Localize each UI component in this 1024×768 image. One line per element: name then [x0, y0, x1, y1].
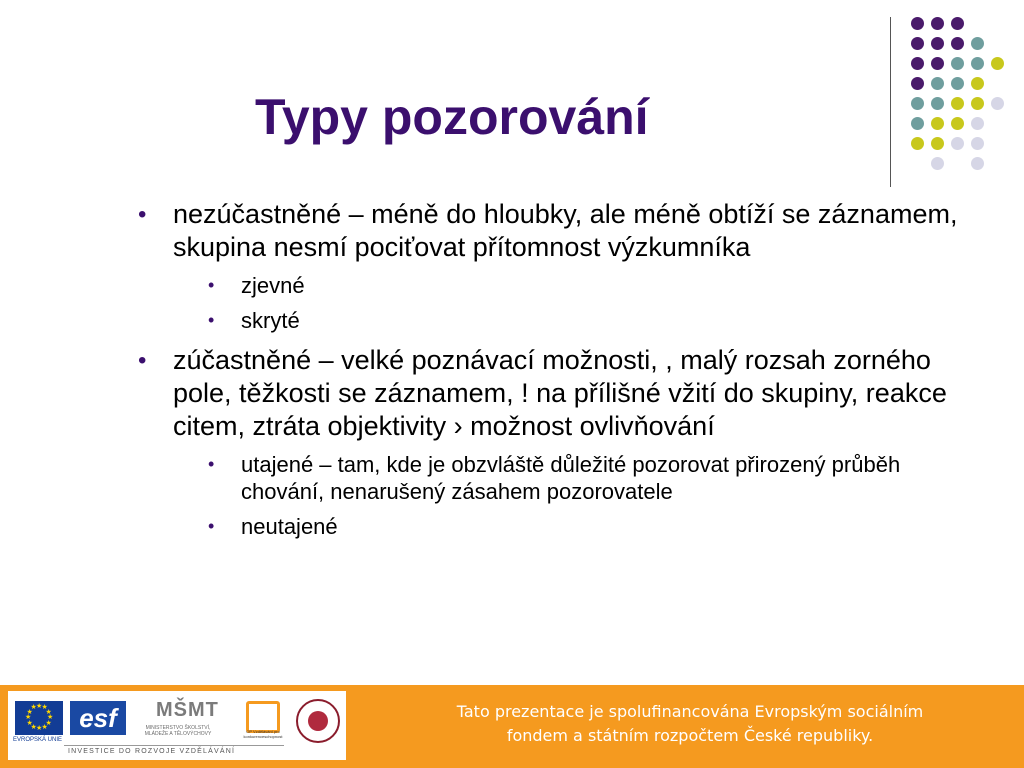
decorative-dot	[971, 77, 984, 90]
decorative-dot	[951, 77, 964, 90]
bullet-icon: •	[138, 201, 147, 228]
sub-bullet-item	[138, 307, 983, 334]
bullet-icon: •	[208, 516, 215, 536]
decorative-dot	[951, 37, 964, 50]
funding-line-1: Tato prezentace je spolufinancována Evropským sociálním	[456, 702, 924, 721]
logo-strip	[8, 691, 346, 760]
msmt-text: MINISTERSTVO ŠKOLSTVÍ, MLÁDEŽE A TĚLOVÝCHOVY	[144, 725, 212, 737]
bullet-icon: •	[208, 275, 215, 295]
decorative-dot	[971, 137, 984, 150]
decorative-dot	[931, 77, 944, 90]
divider	[64, 745, 284, 746]
sub-bullet-item	[138, 451, 983, 505]
decorative-dot	[931, 137, 944, 150]
decorative-dot	[931, 37, 944, 50]
decorative-dot	[931, 117, 944, 130]
slide-content	[138, 198, 983, 548]
sub-bullet-text: skryté	[241, 308, 300, 333]
vertical-divider-line	[890, 17, 891, 187]
decorative-dot	[951, 117, 964, 130]
decorative-dot	[911, 137, 924, 150]
investment-text: INVESTICE DO ROZVOJE VZDĚLÁVÁNÍ	[68, 748, 236, 755]
decorative-dot	[911, 57, 924, 70]
sub-bullet-item	[138, 272, 983, 299]
university-seal-icon	[296, 699, 340, 743]
decorative-dot	[971, 37, 984, 50]
decorative-dot	[911, 37, 924, 50]
sub-bullet-text: neutajené	[241, 514, 338, 539]
bullet-icon: •	[138, 347, 147, 374]
decorative-dot	[951, 97, 964, 110]
eu-flag-icon: ★ ★ ★ ★ ★ ★ ★ ★ ★ ★ ★ ★	[15, 701, 63, 735]
bullet-text: nezúčastněné – méně do hloubky, ale méně obtíží se záznamem, skupina nesmí pociťovat přítomnost výzkumníka	[173, 199, 958, 262]
decorative-dot	[971, 97, 984, 110]
funding-statement	[410, 700, 970, 748]
op-logo	[238, 699, 286, 739]
decorative-dot	[971, 57, 984, 70]
slide-title: Typy pozorování	[255, 89, 649, 145]
decorative-dot	[911, 17, 924, 30]
bullet-item	[138, 344, 983, 443]
decorative-dot	[931, 17, 944, 30]
decorative-dot	[911, 77, 924, 90]
bullet-item	[138, 198, 983, 264]
sub-bullet-text: utajené – tam, kde je obzvláště důležité pozorovat přirozený průběh chování, nenarušený zásahem pozorovatele	[241, 452, 901, 504]
decorative-dot	[951, 17, 964, 30]
decorative-dot	[971, 117, 984, 130]
decorative-dot	[991, 57, 1004, 70]
msmt-logo	[138, 699, 218, 739]
decorative-dot	[951, 137, 964, 150]
decorative-dot	[911, 97, 924, 110]
decorative-dot	[931, 157, 944, 170]
sub-bullet-item	[138, 513, 983, 540]
decorative-dot	[911, 117, 924, 130]
decorative-dot	[931, 97, 944, 110]
decorative-dot	[971, 157, 984, 170]
decorative-dot	[931, 57, 944, 70]
eu-label: EVROPSKÁ UNIE	[13, 737, 63, 743]
sub-bullet-text: zjevné	[241, 273, 305, 298]
op-text: OP Vzdělávání pro konkurenceschopnost	[243, 729, 283, 739]
decorative-dot	[991, 97, 1004, 110]
msmt-mark: MŠMT	[156, 699, 219, 721]
decorative-dot	[951, 57, 964, 70]
bullet-text: zúčastněné – velké poznávací možnosti, , malý rozsah zorného pole, těžkosti se záznamem, ! na přílišné vžití do skupiny, reakce citem, ztráta objektivity › možnost ovlivňování	[173, 345, 947, 441]
funding-line-2: fondem a státním rozpočtem České republiky.	[506, 726, 874, 745]
bullet-icon: •	[208, 454, 215, 474]
footer-banner	[0, 685, 1024, 768]
bullet-icon: •	[208, 310, 215, 330]
esf-logo: esf	[70, 701, 126, 735]
